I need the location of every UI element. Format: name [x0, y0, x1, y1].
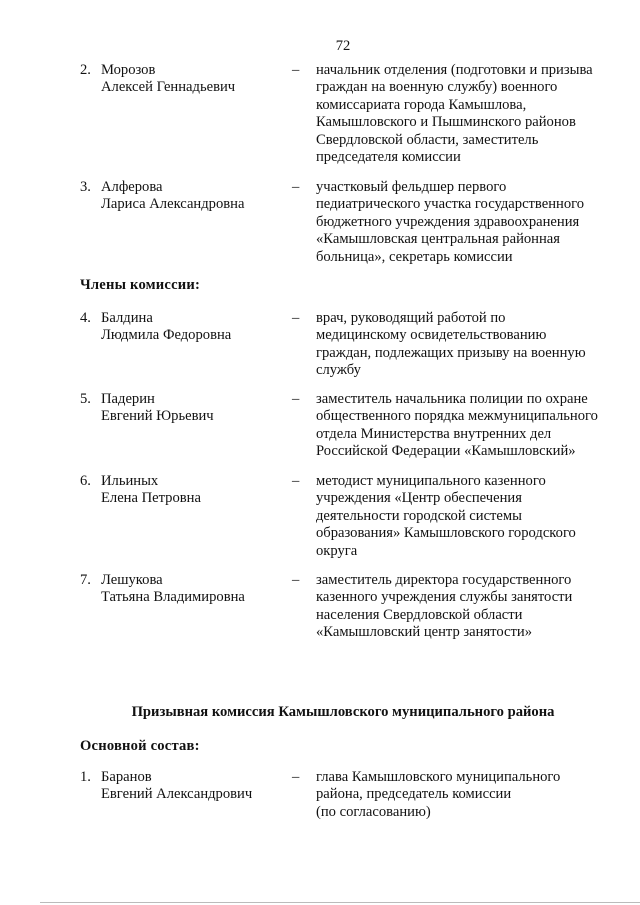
- role-line: общественного порядка межмуниципального: [316, 408, 598, 425]
- role-description: [316, 391, 616, 461]
- role-line: Свердловской области, заместитель: [316, 131, 539, 148]
- given-names: Лариса Александровна: [101, 196, 245, 213]
- role-description: [316, 310, 616, 380]
- role-line: района, председатель комиссии: [316, 786, 512, 803]
- given-names: Людмила Федоровна: [101, 327, 232, 344]
- person-name: [101, 179, 291, 214]
- role-line: заместитель начальника полиции по охране: [316, 391, 588, 407]
- role-line: граждан, подлежащих призыву на военную: [316, 344, 586, 361]
- role-line: заместитель директора государственного: [316, 572, 572, 588]
- role-line: врач, руководящий работой по: [316, 310, 506, 326]
- dash: –: [292, 572, 300, 588]
- surname: Морозов: [101, 62, 156, 78]
- entry-number: 5.: [80, 391, 91, 407]
- person-name: [101, 391, 291, 426]
- role-description: [316, 769, 616, 821]
- given-names: Татьяна Владимировна: [101, 589, 245, 606]
- role-description: [316, 179, 616, 266]
- given-names: Алексей Геннадьевич: [101, 79, 236, 96]
- role-description: [316, 572, 616, 642]
- role-line: населения Свердловской области: [316, 606, 523, 623]
- surname: Падерин: [101, 391, 155, 407]
- role-description: [316, 62, 616, 166]
- role-description: [316, 473, 616, 560]
- role-line: комиссариата города Камышлова,: [316, 96, 527, 113]
- person-name: [101, 473, 291, 508]
- members-heading: Члены комиссии:: [80, 277, 201, 293]
- role-line: больница», секретарь комиссии: [316, 248, 513, 265]
- role-line: медицинскому освидетельствованию: [316, 327, 547, 344]
- role-line: учреждения «Центр обеспечения: [316, 490, 522, 507]
- dash: –: [292, 310, 300, 326]
- role-line: казенного учреждения службы занятости: [316, 589, 573, 606]
- role-line: глава Камышловского муниципального: [316, 769, 561, 785]
- surname: Баранов: [101, 769, 152, 785]
- person-name: [101, 62, 291, 97]
- surname: Ильиных: [101, 473, 159, 489]
- dash: –: [292, 179, 300, 195]
- role-line: «Камышловская центральная районная: [316, 231, 560, 248]
- given-names: Евгений Александрович: [101, 786, 253, 803]
- surname: Алферова: [101, 179, 163, 195]
- page-number: 72: [335, 38, 351, 54]
- page-edge-rule: [40, 902, 640, 903]
- entry-number: 1.: [80, 769, 91, 785]
- section-title: Призывная комиссия Камышловского муниципального района: [131, 704, 555, 720]
- role-line: отдела Министерства внутренних дел: [316, 425, 552, 442]
- dash: –: [292, 391, 300, 407]
- entry-number: 3.: [80, 179, 91, 195]
- role-line: начальник отделения (подготовки и призыва: [316, 62, 593, 78]
- role-line: Российской Федерации «Камышловский»: [316, 443, 576, 460]
- role-line: образования» Камышловского городского: [316, 525, 576, 542]
- role-line: методист муниципального казенного: [316, 473, 546, 489]
- main-composition-heading: Основной состав:: [80, 738, 200, 754]
- role-line: бюджетного учреждения здравоохранения: [316, 213, 580, 230]
- role-line: деятельности городской системы: [316, 507, 522, 524]
- dash: –: [292, 473, 300, 489]
- given-names: Евгений Юрьевич: [101, 408, 214, 425]
- entry-number: 4.: [80, 310, 91, 326]
- person-name: [101, 572, 291, 607]
- role-line: председателя комиссии: [316, 149, 461, 166]
- dash: –: [292, 769, 300, 785]
- role-line: службу: [316, 362, 361, 379]
- surname: Балдина: [101, 310, 153, 326]
- role-line: округа: [316, 542, 358, 559]
- person-name: [101, 769, 291, 804]
- dash: –: [292, 62, 300, 78]
- role-line: педиатрического участка государственного: [316, 196, 585, 213]
- role-line: Камышловского и Пышминского районов: [316, 114, 576, 131]
- entry-number: 7.: [80, 572, 91, 588]
- role-line: (по согласованию): [316, 803, 431, 820]
- surname: Лешукова: [101, 572, 163, 588]
- role-line: «Камышловский центр занятости»: [316, 624, 532, 641]
- given-names: Елена Петровна: [101, 490, 201, 507]
- role-line: граждан на военную службу) военного: [316, 79, 558, 96]
- entry-number: 2.: [80, 62, 91, 78]
- role-line: участковый фельдшер первого: [316, 179, 507, 195]
- entry-number: 6.: [80, 473, 91, 489]
- person-name: [101, 310, 291, 345]
